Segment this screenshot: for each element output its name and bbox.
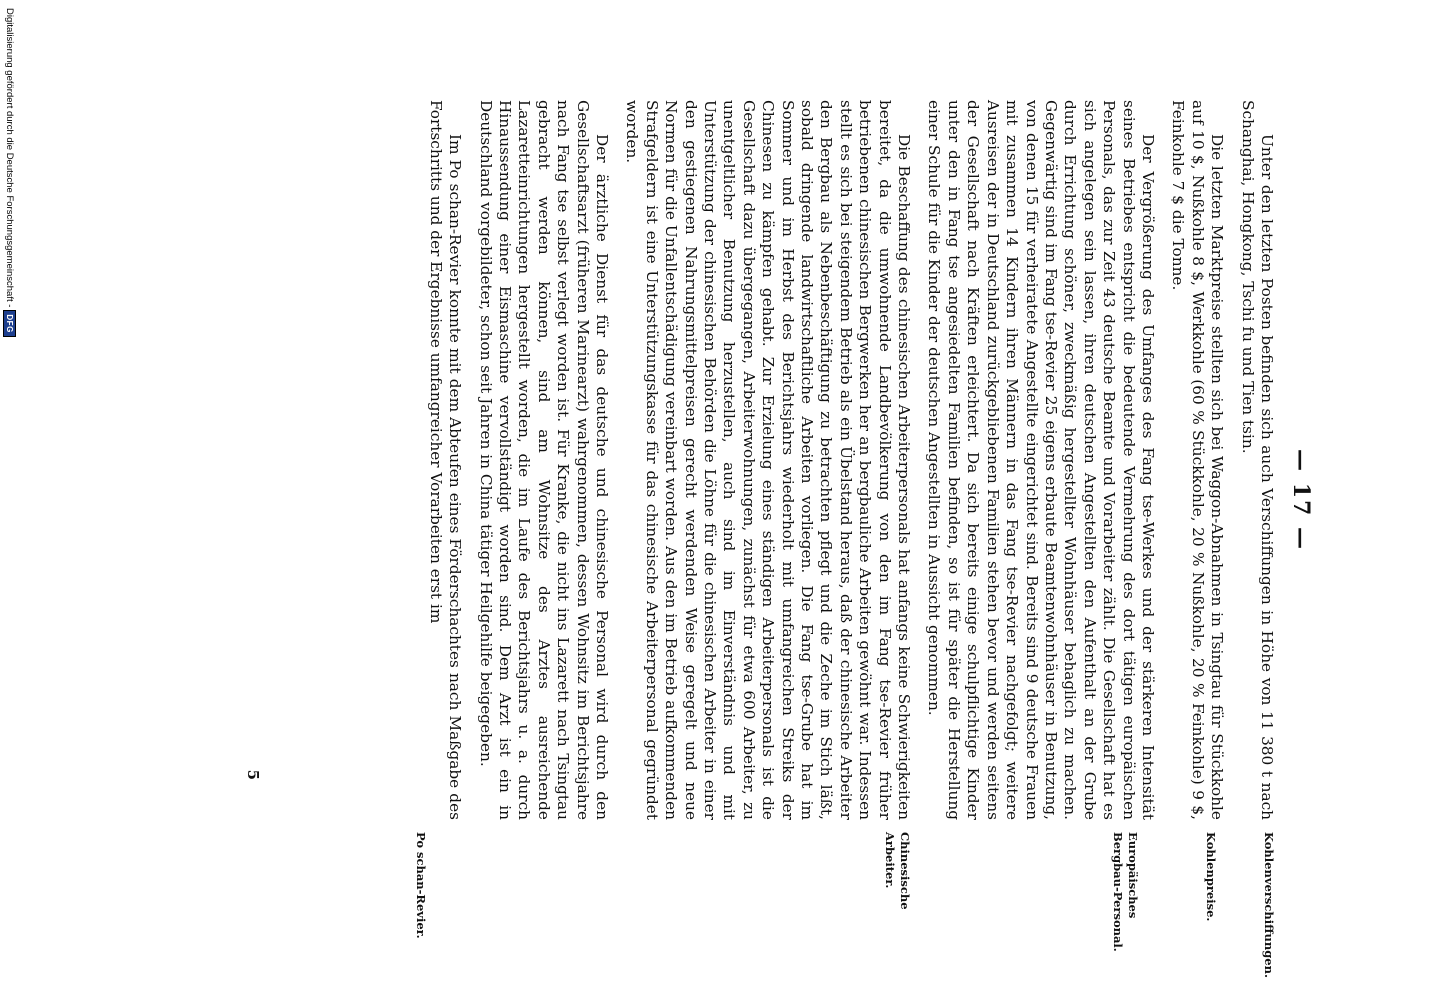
paragraph-kohlenpreise: Die letzten Marktpreise stellten sich bei Waggon-Abnahmen in Tsingtau für Stückkohle auf 10 $, Nußkohle 8 $, Werkkohle (60 % Stückkohle, 20 % Nußkohle, 20 % Feinkohle) 9 $, Feinkohle 7 $ die Tonne.: [1169, 100, 1227, 820]
paragraph-kohlenverschiffungen: Unter den letzten Posten befinden sich auch Verschiffungen in Höhe von 11 380 t nach Schanghai, Hongkong, Tschi fu und Tien tsin.: [1238, 100, 1276, 820]
paragraph-aerztlicher-dienst: Der ärztliche Dienst für das deutsche und chinesische Personal wird durch den Gesellschaftsarzt (früheren Marinearzt) wahrgenommen, dessen Wohnsitz im Berichtsjahre nach Fang tse selbst verlegt worden ist. Für Kranke, die nicht ins Lazarett nach Tsingtau gebracht werden können, sind am Wohnsitze des Arztes ausreichende Lazaretteinrichtungen hergestellt worden, die im Laufe des Berichtsjahrs u. a. durch Hinaussendung einer Eismaschine vervollständigt worden sind. Dem Arzt ist ein in Deutschland vorgebildeter, schon seit Jahren in China tätiger Heilgehilfe beigegeben.: [476, 100, 611, 820]
footer-text: Digitalisierung gefördert durch die Deutsche Forschungsgemeinschaft -: [4, 8, 15, 308]
paragraph-poschan-revier: Im Po schan-Revier konnte mit dem Abteufen eines Förderschachtes nach Maßgabe des Fortschritts und der Ergebnisse umfangreicher Vorarbeiten erst im: [426, 100, 465, 820]
margin-note-europaeisches-personal: Europäisches Bergbau-Personal.: [1111, 832, 1140, 952]
body-text: [414, 100, 1276, 820]
margin-note-chinesische-arbeiter: Chinesische Arbeiter.: [883, 832, 912, 910]
sheet-signature: 5: [244, 769, 262, 780]
paragraph-europaeisches-personal: Der Vergrößerung des Umfanges des Fang tse-Werkes und der stärkeren Intensität seines Betriebes entspricht die bedeutende Vermehrung des dort tätigen europäischen Personals, das zur Zeit 43 deutsche Beamte und Vorarbeiter zählt. Die Gesellschaft hat es sich angelegen sein lassen, ihren deutschen Angestellten den Aufenthalt an der Grube durch Errichtung schöner, zweckmäßig hergestellter Wohnhäuser behaglich zu machen. Gegenwärtig sind im Fang tse-Revier 25 eigens erbaute Beamtenwohnhäuser in Benutzung, von denen 15 für verheiratete Angestellte eingerichtet sind. Bereits sind 9 deutsche Frauen mit zusammen 14 Kindern ihren Männern in das Fang tse-Revier nachgefolgt; weitere Ausreisen der in Deutschland zurückgebliebenen Familien stehen bevor und werden seitens der Gesellschaft nach Kräften erleichtert. Da sich bereits einige schulpflichtige Kinder unter den in Fang tse angesiedelten Familien befinden, so ist für später die Herstellung einer Schule für die Kinder der deutschen Angestellten in Aussicht genommen.: [925, 100, 1157, 820]
margin-note-kohlenverschiffungen: Kohlenverschiffungen.: [1262, 832, 1276, 978]
margin-note-poschan-revier: Po schan-Revier.: [414, 832, 428, 939]
paragraph-chinesische-arbeiter: Die Beschaffung des chinesischen Arbeiterpersonals hat anfangs keine Schwierigkeiten bereitet, da die umwohnende Landbevölkerung von den im Fang tse-Revier früher betriebenen chinesischen Bergwerken her an bergbauliche Arbeiten gewöhnt war. Indessen stellt es sich bei steigendem Betrieb als ein Übelstand heraus, daß der chinesische Arbeiter den Bergbau als Nebenbeschäftigung zu betrachten pflegt und die Zeche im Stich läßt, sobald dringende landwirtschaftliche Arbeiten vorliegen. Die Fang tse-Grube hat im Sommer und im Herbst des Berichtsjahrs wiederholt mit umfangreichen Streiks der Chinesen zu kämpfen gehabt. Zur Erzielung eines ständigen Arbeiterpersonals ist die Gesellschaft dazu übergegangen, Arbeiterwohnungen, zunächst für etwa 600 Arbeiter, zu unentgeltlicher Benutzung herzustellen, auch sind im Einverständnis und mit Unterstützung der chinesischen Behörden die Löhne für die chinesischen Arbeiter in einer den gestiegenen Nahrungsmittelpreisen gerecht werdenden Weise geregelt und neue Normen für die Unfallentschädigung vereinbart worden. Aus den im Betrieb aufkommenden Strafgeldern ist eine Unterstützungskasse für das chinesische Arbeiterpersonal gegründet worden.: [623, 100, 914, 820]
digitization-footer: [3, 8, 16, 337]
page-number: — 17 —: [1288, 449, 1314, 551]
margin-note-kohlenpreise: Kohlenpreise.: [1204, 832, 1218, 922]
dfg-logo-icon: DFG: [3, 310, 16, 336]
